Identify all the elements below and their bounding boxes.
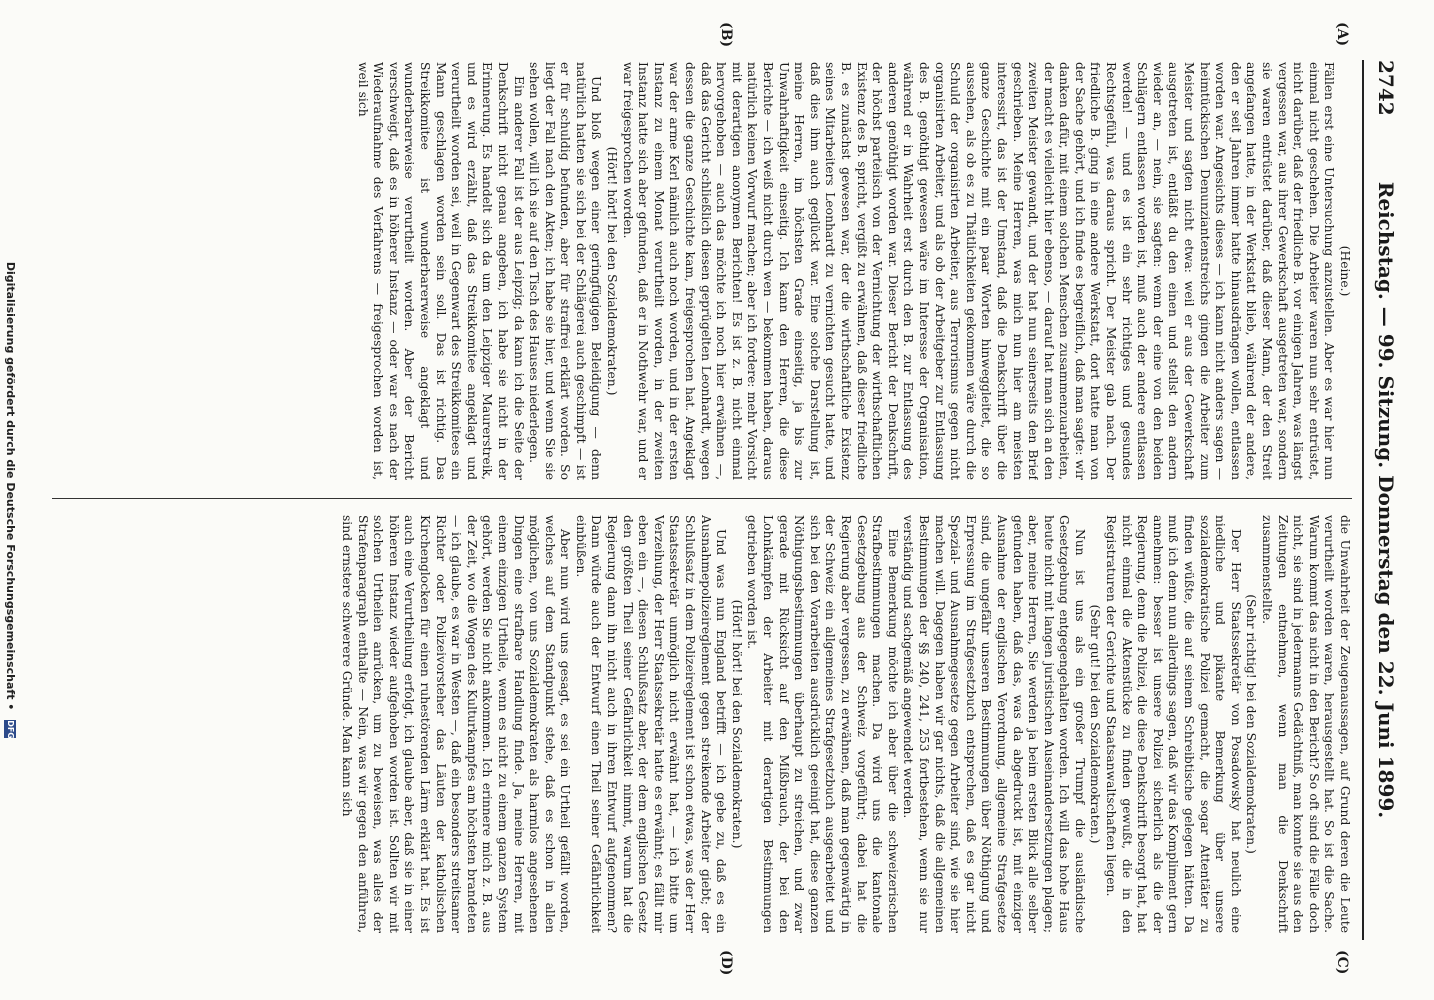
page-title: Reichstag. — 99. Sitzung. Donnerstag den 22. Juni 1899. — [1374, 181, 1398, 819]
footer-text: Digitalisierung gefördert durch die Deutsche Forschungsgemeinschaft • — [4, 261, 17, 711]
margin-mark-a: (A) — [1334, 22, 1350, 47]
paragraph: Nun ist uns als ein großer Trumpf die ausländische Gesetzgebung entgegengehalten worden. Ich will das hohe Haus heute nicht mit langen juristischen Auseinandersetzungen plagen; aber, meine Herren, Sie werden ja beim ersten Blick alle selber gefunden haben, daß das, was da abgedruckt ist, mit einziger Ausnahme der englischen Verordnung, allgemeine Strafgesetze sind, die ungefähr unseren Bestimmungen über Nöthigung und Erpressung im Strafgesetzbuch entsprechen, daß es gar nicht Spezial- und Ausnahmegesetze gegen Arbeiter sind, wie sie hier machen will. Dagegen haben wir gar nichts, daß die allgemeinen Bestimmungen der §§ 240, 241, 253 fortbestehen, wenn sie nur verständig und sachgemäß angewendet werden. — [901, 515, 1087, 933]
interjection: (Sehr richtig! bei den Sozialdemokraten.) — [1244, 594, 1259, 854]
column-divider — [52, 498, 1352, 499]
speaker-label: (Heine.) — [1338, 245, 1352, 297]
paragraph: Fällen erst eine Untersuchung anzustellen. Aber es war hier nun einmal nicht geschehen. Die Arbeiter waren nun sehr entrüstet, nicht darüber, daß der friedliche B. vor einigen Jahren, was längst vergessen war, aus ihrer Gewerkschaft ausgetreten war, sondern sie waren entrüstet darüber, daß dieser Mann, der den Streit angefangen hatte, in der Werkstatt blieb, während der andere, den er seit Jahren immer hatte hinausdrängen wollen, entlassen worden war. Angesichts dieses — ich kann nicht anders sagen — heimtückischen Denunziantenstreichs gingen die Arbeiter zum Meister und sagten nicht etwa: weil er aus der Gewerkschaft ausgetreten ist, entläßt du den einen und stellst den andern wieder an, — nein, sie sagten: wenn der eine von den beiden Schlägern entlassen worden ist, muß auch der andere entlassen werden! — und es ist ein sehr richtiges und gesundes Rechtsgefühl, was daraus spricht. Der Meister gab nach. Der friedliche B. ging in eine andere Werkstatt, dort hatte man von der Sache gehört, und ich finde es begreiflich, daß man sagte: wir danken dafür, mit einem solchen Menschen zusammenzuarbeiten, der macht es vielleicht hier ebenso, — darauf hat man sich an den zweiten Meister gewandt, und der hat nun seinerseits den Brief geschrieben. Meine Herren, was mich nun hier am meisten interessirt, das ist der Umstand, daß die Denkschrift über die ganze Geschichte mit ein paar Worten hinweggleitet, die so aussehen, als ob es zu Thätlichkeiten gekommen wäre durch die Schuld der organisirten Arbeiter, aus Terrorismus gegen nicht organisirten Arbeiter, und als ob der Arbeitgeber zur Entlassung des B. genöthigt gewesen wäre im Interesse der Organisation, während er in Wahrheit erst durch den B. zur Entlassung des anderen genöthigt worden war. Dieser Bericht der Denkschrift, der höchst parteiisch von der Vernichtung der wirthschaftlichen Existenz des B. spricht, vergißt zu erwähnen, daß dieser friedliche B. es zunächst gewesen war, der die wirthschaftliche Existenz seines Mitarbeiters Leonhardt zu vernichten gesucht hatte, und daß dies ihm auch geglückt war. Eine solche Darstellung ist, meine Herren, im höchsten Grade einseitig, ja bis zur Unwahrhaftigkeit einseitig. Ich kann den Herren, die diese Berichte — ich weiß nicht durch wen — bekommen haben, daraus natürlich keinen Vorwurf machen; aber ich fordere: mehr Vorsicht mit derartigen anonymen Berichten! Es ist z. B. nicht einmal hervorgehoben — auch das möchte ich noch hier erwähnen —, daß das Gericht schließlich diesen geprügelten Leonhardt, wegen dessen die ganze Geschichte kam, freigesprochen hat. Angeklagt war der arme Kerl nämlich auch noch worden, und in der ersten Instanz zu einem Monat verurtheilt worden, in der zweiten Instanz hatte sich aber gefunden, daß er in Nothwehr war, und er war freigesprochen worden. — [620, 62, 1337, 480]
page-number: 2742 — [1374, 60, 1398, 116]
interjection: (Hört! hört! bei den Sozialdemokraten.) — [605, 146, 620, 396]
dfg-logo: DFG — [6, 720, 15, 739]
digitization-footer — [4, 0, 17, 1000]
paragraph: die Unwahrheit der Zeugenaussagen, auf Grund deren die Leute verurtheilt worden waren, herausgestellt hat. So ist die Sache. Warum kommt das nicht in den Bericht? So oft sind die Fälle doch nicht, sie sind in jedermanns Gedächtniß, man konnte sie aus den Zeitungen entnehmen, wenn man die Denkschrift zusammenstellte. — [1260, 515, 1352, 933]
paragraph: Eine Bemerkung möchte ich aber über die schweizerischen Strafbestimmungen machen. Da wird uns die kantonale Gesetzgebung aus der Schweiz vorgeführt; dabei hat die Regierung aber vergessen, zu erwähnen, daß man gegenwärtig in der Schweiz ein allgemeines Strafgesetzbuch ausgearbeitet und sich bei den Vorarbeiten ausdrücklich geeinigt hat, diese ganzen Nöthigungsbestimmungen überhaupt zu streichen, und zwar gerade mit Rücksicht auf den Mißbrauch, der bei den Lohnkämpfen der Arbeiter mit derartigen Bestimmungen getrieben worden ist. — [745, 515, 900, 933]
paragraph: Der Herr Staatssekretär von Posadowsky hat neulich eine niedliche und pikante Bemerkung über unsere sozialdemokratische Polizei gemacht, die sogar Attentäter zu finden wüßte, die auf seinem Schreibtische gelegen hätten. Da muß ich denn nun allerdings sagen, daß wir das Kompliment gern annehmen: besser ist unsere Polizei sicherlich als die der Regierung, denn die Polizei, die diese Denkschrift besorgt hat, hat nicht einmal die Aktenstücke zu finden gewußt, die in den Registraturen der Gerichte und Staatsanwaltschaften liegen. — [1104, 515, 1243, 933]
margin-mark-d: (D) — [718, 950, 734, 976]
page-header — [1362, 60, 1404, 940]
paragraph: Und bloß wegen einer geringfügigen Beleidigung — denn natürlich hatten sie sich bei der Schlägerei auch geschimpft — ist er für schuldig befunden, aber für straffrei erklärt worden. So liegt der Fall nach den Akten; ich habe sie hier, und wenn Sie sie sehen wollen, will ich sie auf den Tisch des Hauses niederlegen. — [527, 62, 604, 480]
right-column — [52, 515, 1352, 933]
paragraph: Und was nun England betrifft — ich gebe zu, daß es ein Ausnahmepolizeireglement gegen streikende Arbeiter giebt; der Schlußsatz in dem Polizeireglement ist schon etwas, was der Herr Staatssekretär unmöglich nicht erwähnt hat, — ich bitte um Verzeihung, der Herr Staatssekretär hatte es erwähnt; es fällt mir eben ein —, diesen Schlußsatz aber, der dem englischen Gesetz den größten Theil seiner Gefährlichkeit nimmt, warum hat die Regierung dann ihn nicht auch in ihren Entwurf aufgenommen? Dann würde auch der Entwurf einen Theil seiner Gefährlichkeit einbüßen. — [573, 515, 729, 933]
interjection: (Hört! hört! bei den Sozialdemokraten.) — [729, 599, 744, 849]
paragraph: Ein anderer Fall ist der aus Leipzig; da kann ich die Seite der Denkschrift nicht genau angeben, ich habe sie nicht in der Erinnerung. Es handelt sich da um den Leipziger Maurerstreik, und es wird erzählt, daß das Streikkomitee angeklagt und verurtheilt worden sei, weil in Gegenwart des Streikkomitees ein Mann geschlagen worden sein soll. Das ist richtig. Das Streikkomitee ist wunderbarerweise angeklagt und wunderbarerweise verurtheilt worden. Aber der Bericht verschweigt, daß es in höherer Instanz — oder war es nach der Wiederaufnahme des Verfahrens — freigesprochen worden ist, weil sich — [355, 62, 526, 480]
interjection: (Sehr gut! bei den Sozialdemokraten.) — [1088, 604, 1103, 844]
paragraph: Aber nun wird uns gesagt, es sei ein Urtheil gefällt worden, welches auf dem Standpunkt stehe, daß es schon in allen möglichen, von uns Sozialdemokraten als harmlos angesehenen Dingen eine strafbare Handlung finde. Ja, meine Herren, mit einem einzigen Urtheile, wenn es nicht zu einem ganzen System gehört, werden Sie nicht ankommen. Ich erinnere mich z. B. aus der Zeit, wo die Wogen des Kulturkampfes am höchsten brandeten — ich glaube, es war in Westen —, daß ein besonders streitsamer Richter oder Polizeivorsteher das Läuten der katholischen Kirchenglocken für einen ruhestörenden Lärm erklärt hat. Es ist auch eine Verurtheilung erfolgt, ich glaube aber, daß sie in einer höheren Instanz wieder aufgehoben worden ist. Sollten wir mit solchen Urtheilen anrücken, um zu beweisen, was alles der Strafenparagraph enthalte — Nein, was wir gegen den anführen, sind ernstere schwerere Gründe. Man kann sich — [340, 515, 573, 933]
margin-mark-b: (B) — [718, 22, 734, 48]
left-column — [52, 62, 1352, 480]
margin-mark-c: (C) — [1334, 950, 1350, 975]
